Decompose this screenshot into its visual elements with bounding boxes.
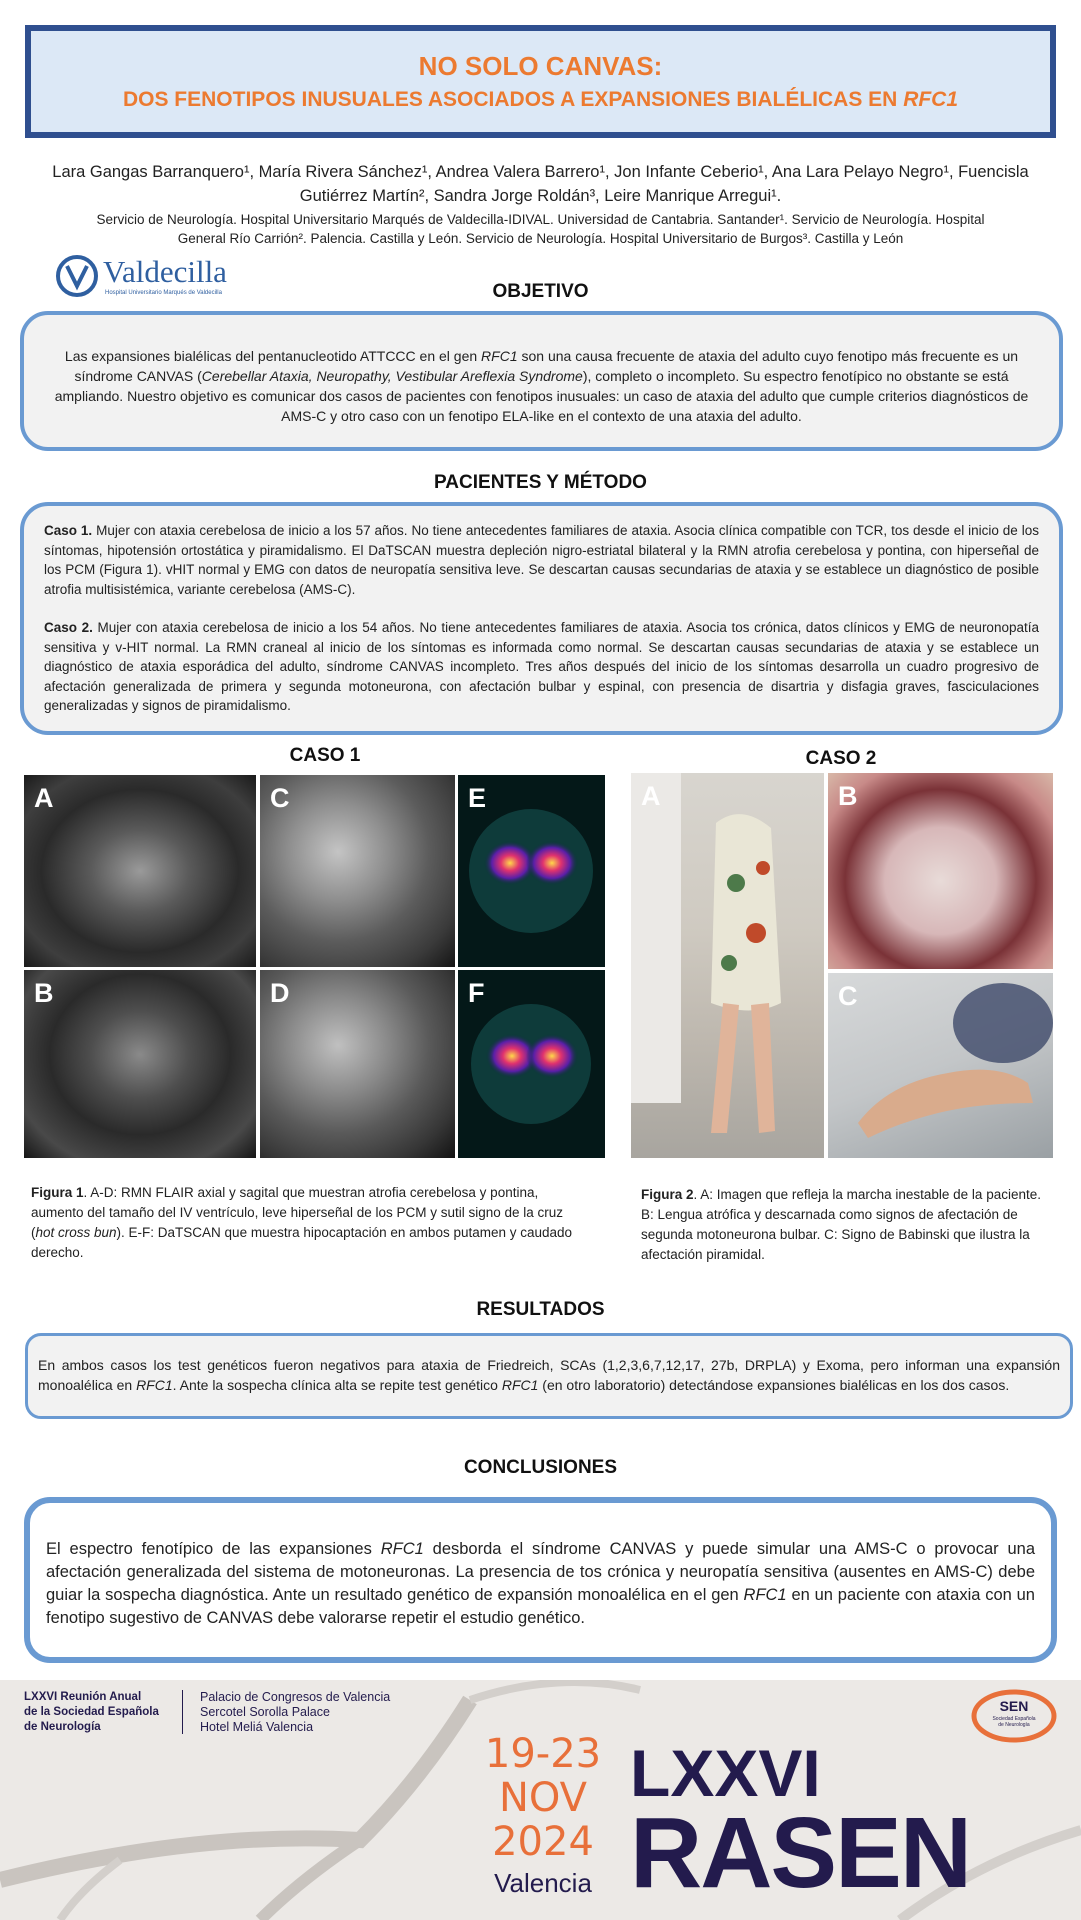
resultados-box	[25, 1333, 1073, 1419]
meeting-name: LXXVI Reunión Anual de la Sociedad Española de Neurología	[24, 1691, 159, 1733]
footer-divider	[182, 1690, 183, 1734]
conclusiones-box	[24, 1497, 1057, 1663]
photo-tongue-b: B	[828, 773, 1053, 969]
photo-babinski-c: C	[828, 973, 1053, 1158]
rasen-footer	[0, 1680, 1081, 1920]
poster-subtitle: DOS FENOTIPOS INUSUALES ASOCIADOS A EXPANSIONES BIALÉLICAS EN RFC1	[122, 88, 959, 111]
caso2-heading: CASO 2	[805, 748, 877, 769]
event-dates: 19-23 NOV 2024	[484, 1731, 602, 1865]
photo-gait-a: A	[631, 773, 824, 1158]
author-list: Lara Gangas Barranquero¹, María Rivera Sánchez¹, Andrea Valera Barrero¹, Jon Infante Ceberio¹, Ana Lara Pelayo Negro¹, Fuencisla Gutiérrez Martín², Sandra Jorge Roldán³, Leire Manrique Arregui¹.	[52, 163, 1029, 205]
objetivo-text: Las expansiones bialélicas del pentanucleotido ATTCCC en el gen RFC1 son una causa frecuente de ataxia del adulto cuyo fenotipo más frecuente es un síndrome CANVAS (Cerebellar Ataxia, Neuropathy, Vestibular Areflexia Syndrome), completo o incompleto. Su espectro fenotípico no obstante se está ampliando. Nuestro objetivo es comunicar dos casos de pacientes con fenotipos inusuales: un caso de ataxia del adulto que cumple criterios diagnósticos de AMS-C y otro caso con un fenotipo ELA-like en el contexto de una ataxia del adulto.	[54, 348, 1029, 424]
lxxvi-wordmark: LXXVI	[630, 1736, 821, 1810]
figura2-caption: Figura 2. A: Imagen que refleja la marcha inestable de la paciente. B: Lengua atrófica y descarnada como signos de afectación de segunda motoneurona bulbar. C: Signo de Babinski que ilustra la afectación piramidal.	[641, 1187, 1041, 1262]
datscan-right-striatum	[526, 841, 578, 885]
caso1-heading: CASO 1	[289, 745, 361, 766]
resultados-text: En ambos casos los test genéticos fueron negativos para ataxia de Friedreich, SCAs (1,2,3,6,7,12,17, 27b, DRPLA) y Exoma, pero informan una expansión monoalélica en RFC1. Ante la sospecha clínica alta se repite test genético RFC1 (en otro laboratorio) detectándose expansiones bialélicas en los dos casos.	[38, 1357, 1060, 1393]
valdecilla-logo: Valdecilla Hospital Universitario Marqués de Valdecilla	[55, 252, 245, 300]
sen-logo: SEN Sociedad Española de Neurología	[968, 1686, 1060, 1746]
conclusiones-text: El espectro fenotípico de las expansiones RFC1 desborda el síndrome CANVAS y puede simular una AMS-C o provocar una afectación generalizada del sistema de motoneuronas. La presencia de tos crónica y neuropatía sensitiva (ausentes en AMS-C) debe guiar la sospecha diagnóstica. Ante un resultado genético de expansión monoalélica en el gen RFC1 en un paciente con ataxia con un fenotipo sugestivo de CANVAS debe valorarse repetir el estudio genético.	[46, 1540, 1036, 1627]
mri-axial-b: B	[24, 970, 256, 1158]
objetivo-heading: OBJETIVO	[492, 281, 589, 302]
conclusiones-heading: CONCLUSIONES	[463, 1457, 618, 1478]
patient-dress	[711, 814, 781, 1010]
mri-sagittal-d: D	[260, 970, 455, 1158]
affiliations: Servicio de Neurología. Hospital Universitario Marqués de Valdecilla-IDIVAL. Universidad de Cantabria. Santander¹. Servicio de Neurología. Hospital General Río Carrión². Palencia. Castilla y León. Servicio de Neurología. Hospital Universitario de Burgos³. Castilla y León	[96, 212, 985, 246]
rasen-wordmark: RASEN	[630, 1797, 971, 1909]
resultados-heading: RESULTADOS	[476, 1299, 605, 1320]
objetivo-box	[20, 311, 1063, 451]
event-city: Valencia	[494, 1868, 592, 1898]
caso1-paragraph: Caso 1. Mujer con ataxia cerebelosa de inicio a los 57 años. No tiene antecedentes familiares de ataxia. Asocia clínica compatible con TCR, tos desde el inicio de los síntomas, hipotensión ortostática y piramidalismo. El DaTSCAN muestra depleción nigro-estriatal bilateral y la RMN atrofia cerebelosa y pontina, con hiperseñal de los PCM (Figura 1). vHIT normal y EMG con datos de neuropatía sensitiva leve. Se descartan causas secundarias de ataxia y se establece un diagnóstico de posible atrofia multisistémica, variante cerebelosa (AMS-C).	[44, 523, 1039, 597]
figura1-caption: Figura 1. A-D: RMN FLAIR axial y sagital que muestran atrofia cerebelosa y pontina, aumento del tamaño del IV ventrículo, leve hiperseñal de los PCM y sutil signo de la cruz (hot cross bun). E-F: DaTSCAN que muestra hipocaptación en ambos putamen y caudado derecho.	[31, 1185, 573, 1260]
caso2-paragraph: Caso 2. Mujer con ataxia cerebelosa de inicio a los 54 años. No tiene antecedentes familiares de ataxia. Asocia tos crónica, datos clínicos y EMG de neuronopatía sensitiva y v-HIT normal. La RMN craneal al inicio de los síntomas es informada como normal. Se descartan causas secundarias de ataxia y se establece un diagnóstico de ataxia esporádica del adulto, síndrome CANVAS incompleto. Tres años después del inicio de los síntomas desarrolla un cuadro progresivo de afectación generalizada de primera y segunda motoneurona, con afectación bulbar y espinal, con presencia de disartria y disfagia graves, fasciculaciones generalizadas y signos de piramidalismo.	[44, 620, 1039, 713]
datscan-e: E	[458, 775, 605, 967]
poster-title: NO SOLO CANVAS:	[418, 51, 663, 81]
pacientes-heading: PACIENTES Y MÉTODO	[434, 472, 647, 493]
foot-sole	[858, 1070, 1033, 1138]
pacientes-box	[20, 502, 1063, 735]
title-banner	[25, 25, 1056, 138]
mri-axial-a: A	[24, 775, 256, 967]
datscan-f: F	[458, 970, 605, 1158]
venues: Palacio de Congresos de Valencia Sercotel Sorolla Palace Hotel Meliá Valencia	[200, 1690, 391, 1734]
mri-sagittal-c: C	[260, 775, 455, 967]
